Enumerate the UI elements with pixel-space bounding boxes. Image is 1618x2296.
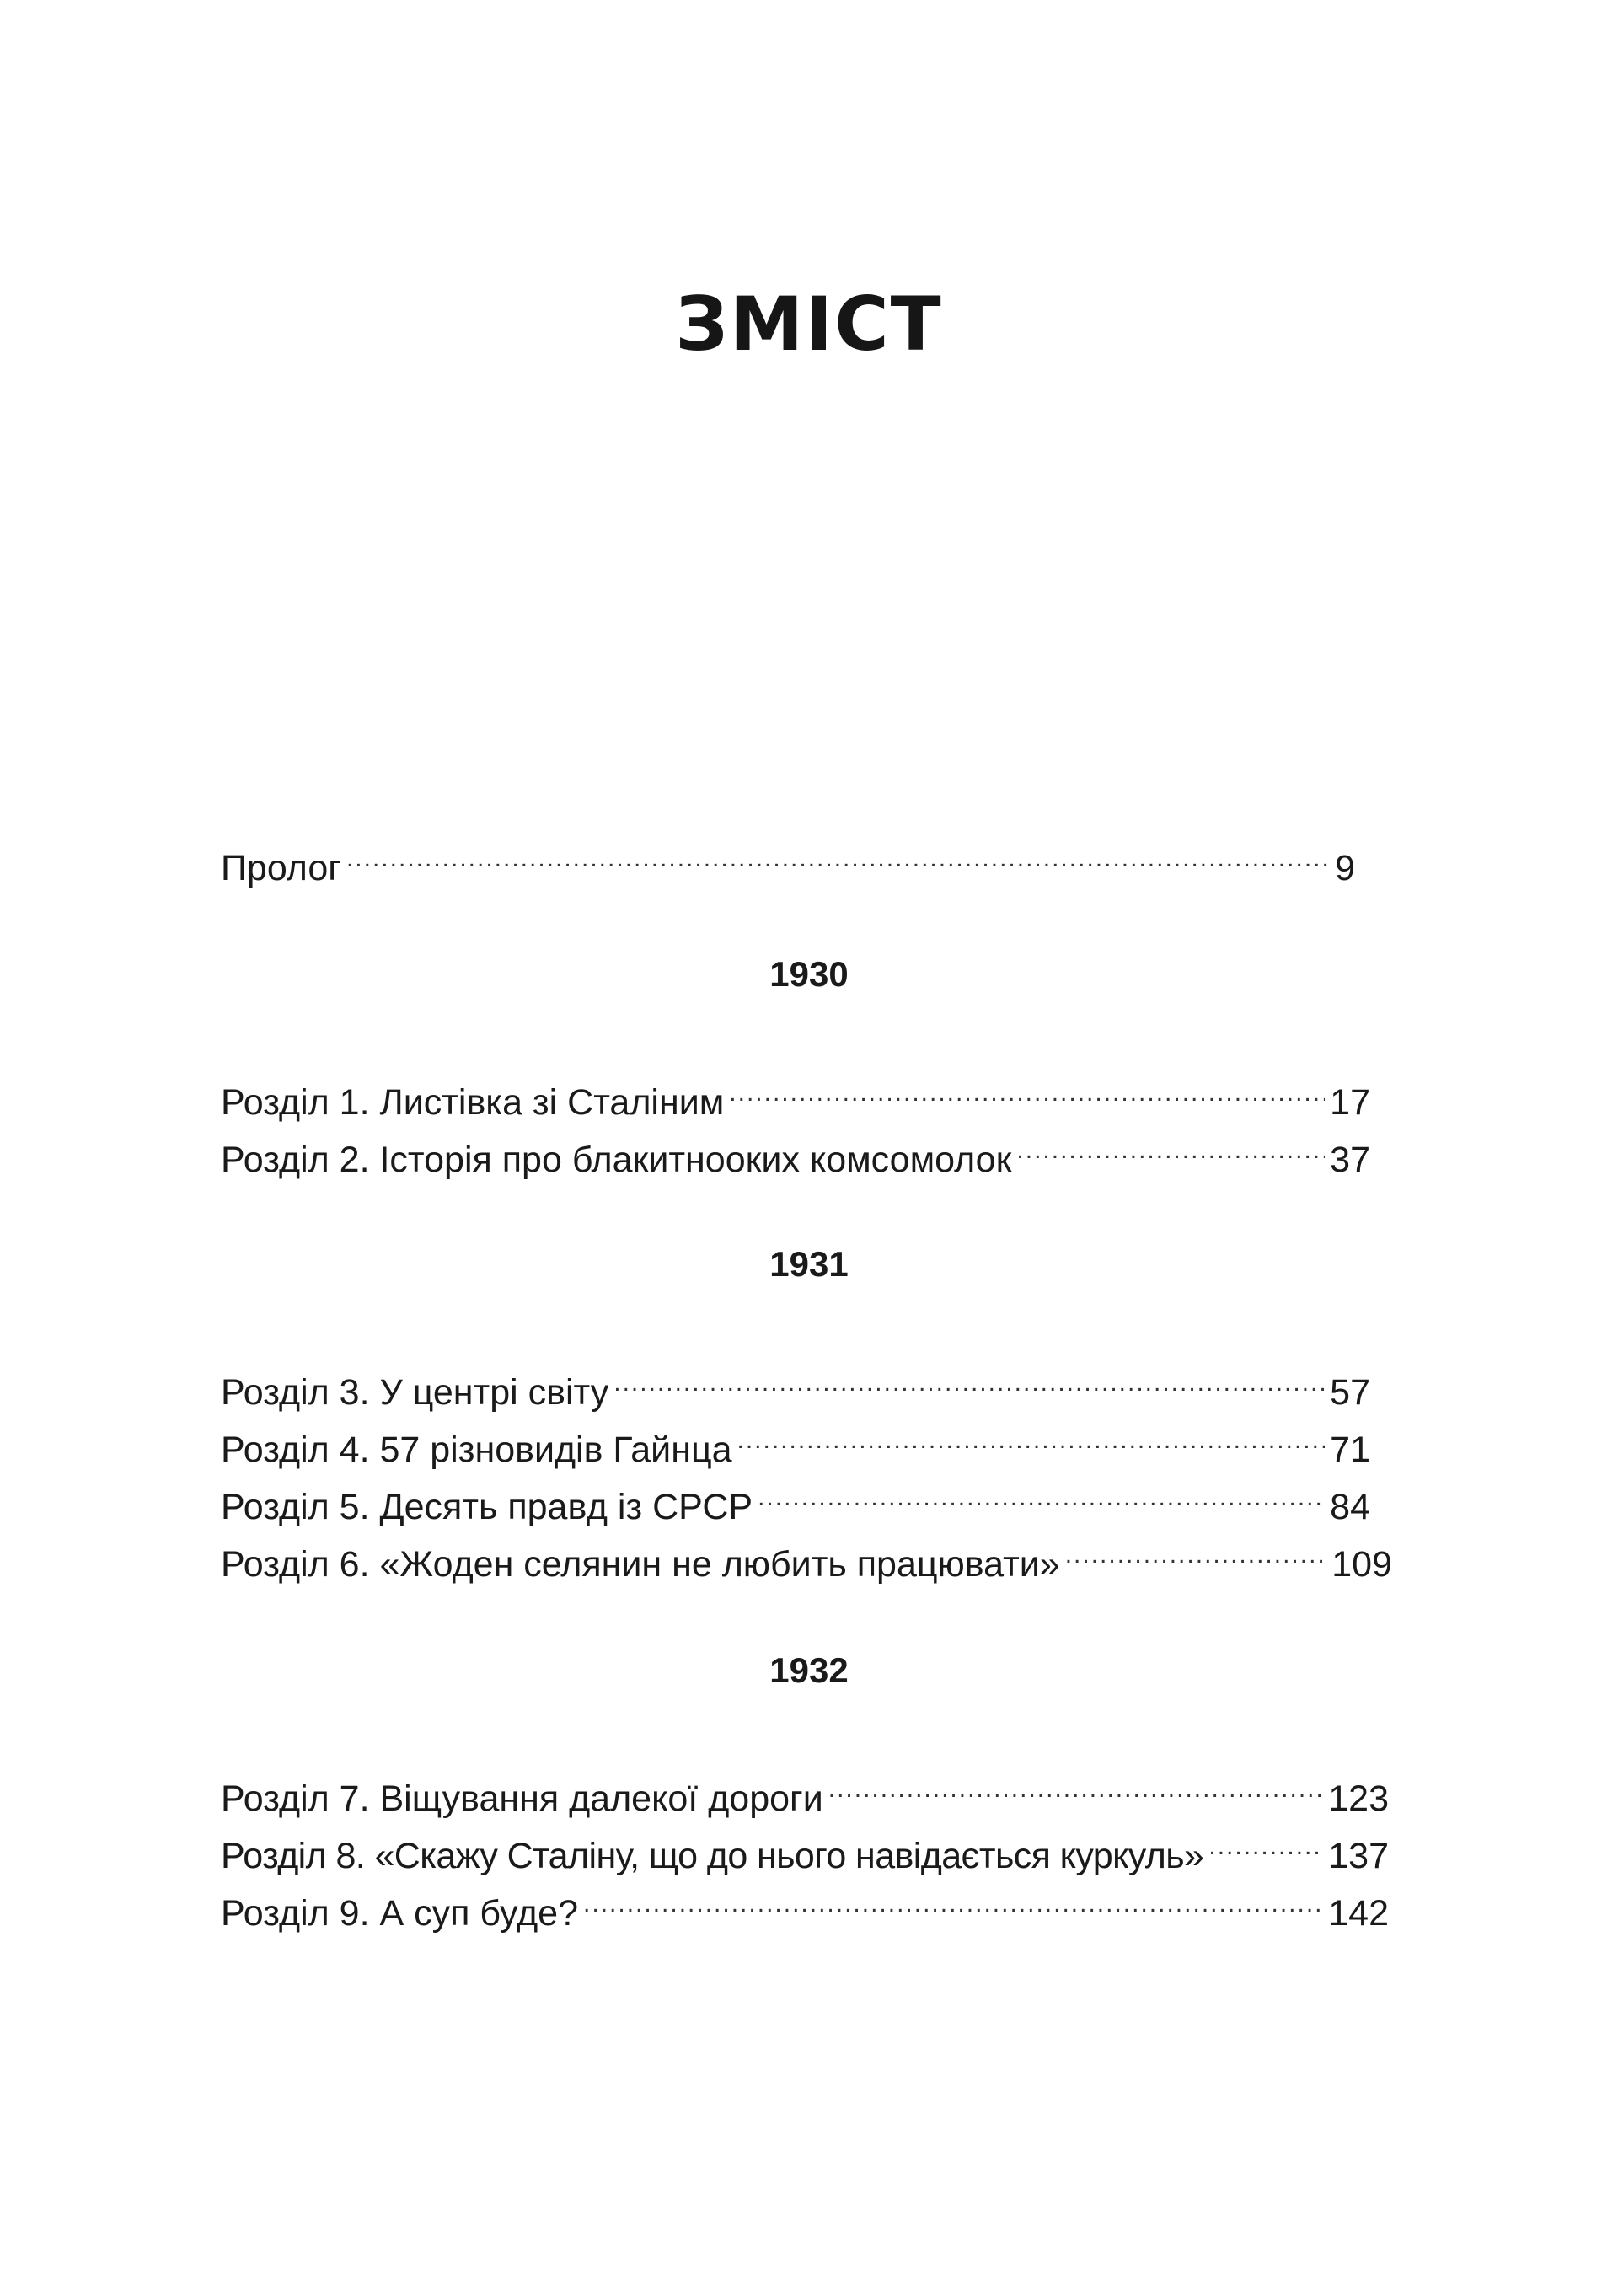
- dot-leader: [1016, 1124, 1325, 1172]
- toc-entry-chapter-3: [221, 1357, 1370, 1416]
- toc-entry-page: 142: [1328, 1893, 1389, 1934]
- toc-entry-chapter-4: [221, 1414, 1370, 1473]
- toc-entry-label: Розділ 7. Віщування далекої дороги: [221, 1778, 823, 1819]
- toc-entry-label: Розділ 4. 57 різновидів Гайнца: [221, 1430, 732, 1470]
- toc-entry-page: 71: [1330, 1430, 1370, 1470]
- toc-entry-chapter-9: [221, 1878, 1389, 1937]
- toc-entry-chapter-1: [221, 1067, 1370, 1126]
- toc-entry-page: 17: [1330, 1082, 1370, 1123]
- year-heading-1932: 1932: [769, 1650, 849, 1690]
- toc-entry-label: Розділ 6. «Жоден селянин не любить працювати»: [221, 1544, 1060, 1585]
- toc-entry-page: 57: [1330, 1372, 1370, 1413]
- toc-entry-page: 37: [1330, 1140, 1370, 1180]
- toc-entry-page: 123: [1328, 1778, 1389, 1819]
- toc-entry-prologue: [221, 833, 1355, 892]
- dot-leader: [1208, 1821, 1323, 1868]
- toc-entry-page: 109: [1331, 1544, 1392, 1585]
- toc-entry-label: Розділ 8. «Скажу Сталіну, що до нього навідається куркуль»: [221, 1836, 1204, 1876]
- toc-entry-label: Пролог: [221, 848, 341, 888]
- page-title: ЗМІСТ: [675, 281, 943, 367]
- toc-entry-chapter-2: [221, 1124, 1370, 1183]
- toc-entry-label: Розділ 3. У центрі світу: [221, 1372, 609, 1413]
- dot-leader: [828, 1763, 1324, 1811]
- toc-entry-page: 137: [1328, 1836, 1389, 1876]
- dot-leader: [737, 1414, 1326, 1462]
- dot-leader: [346, 833, 1330, 880]
- toc-entry-page: 9: [1335, 848, 1355, 888]
- toc-entry-label: Розділ 9. А суп буде?: [221, 1893, 579, 1934]
- dot-leader: [613, 1357, 1325, 1404]
- year-heading-1930: 1930: [769, 954, 849, 994]
- dot-leader: [758, 1472, 1325, 1519]
- dot-leader: [583, 1878, 1323, 1925]
- toc-entry-chapter-6: [221, 1529, 1392, 1588]
- toc-entry-label: Розділ 2. Історія про блакитнооких комсомолок: [221, 1140, 1012, 1180]
- dot-leader: [1065, 1529, 1327, 1576]
- toc-entry-page: 84: [1330, 1487, 1370, 1527]
- toc-entry-chapter-7: [221, 1763, 1389, 1822]
- toc-entry-chapter-5: [221, 1472, 1370, 1531]
- toc-entry-label: Розділ 1. Листівка зі Сталіним: [221, 1082, 725, 1123]
- year-heading-1931: 1931: [769, 1244, 849, 1284]
- toc-entry-label: Розділ 5. Десять правд із СРСР: [221, 1487, 753, 1527]
- dot-leader: [729, 1067, 1325, 1114]
- toc-entry-chapter-8: [221, 1821, 1389, 1880]
